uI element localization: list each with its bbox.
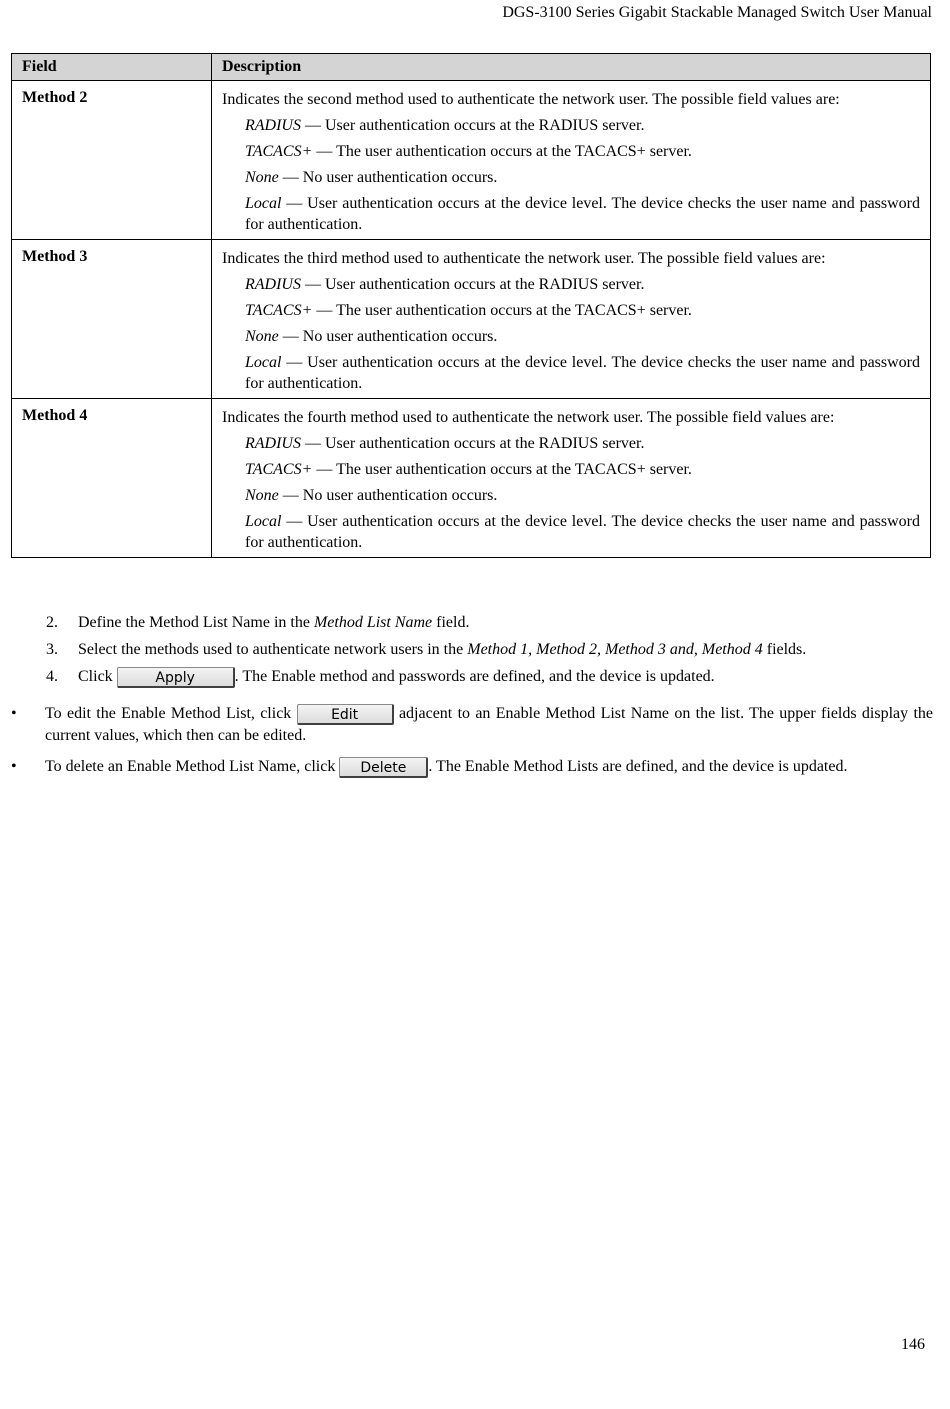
bullet-edit bbox=[11, 703, 933, 746]
step-text: Click Apply . The Enable method and passwords are defined, and the device is updated. bbox=[78, 668, 715, 686]
option-item bbox=[245, 274, 920, 295]
table-row bbox=[12, 81, 931, 240]
page-number: 146 bbox=[901, 1336, 925, 1353]
table-row bbox=[12, 240, 931, 399]
table-header-row bbox=[12, 54, 931, 81]
step-list bbox=[46, 612, 926, 694]
step-number: 2. bbox=[46, 614, 58, 631]
step-text: Define the Method List Name in the Method List Name field. bbox=[78, 614, 470, 631]
option-item bbox=[245, 141, 920, 162]
option-name: RADIUS bbox=[245, 435, 301, 452]
option-text: — User authentication occurs at the RADIUS server. bbox=[300, 435, 645, 452]
field-description-table bbox=[11, 53, 931, 558]
column-header-description: Description bbox=[212, 54, 931, 81]
option-name: Local bbox=[245, 513, 282, 530]
option-item bbox=[245, 485, 920, 506]
bullet-text: To edit the Enable Method List, click Edit adjacent to an Enable Method List Name on the list. The upper fields display the current values, which then can be edited. bbox=[45, 705, 933, 744]
step-number: 3. bbox=[46, 641, 58, 658]
table-row bbox=[12, 399, 931, 558]
option-name: Local bbox=[245, 354, 282, 371]
field-description-cell bbox=[212, 399, 931, 558]
option-item bbox=[245, 326, 920, 347]
option-text: — User authentication occurs at the RADIUS server. bbox=[300, 117, 645, 134]
bullet-text: To delete an Enable Method List Name, click Delete . The Enable Method Lists are defined, and the device is updated. bbox=[45, 757, 848, 776]
option-item bbox=[245, 511, 920, 553]
option-text: — User authentication occurs at the device level. The device checks the user name and password for authentication. bbox=[245, 195, 920, 233]
field-reference: Method List Name bbox=[313, 614, 433, 631]
option-item bbox=[245, 167, 920, 188]
option-name: None bbox=[245, 487, 279, 504]
description-intro: Indicates the second method used to authenticate the network user. The possible field values are: bbox=[222, 91, 840, 108]
option-name: Local bbox=[245, 195, 282, 212]
option-text: — User authentication occurs at the device level. The device checks the user name and password for authentication. bbox=[245, 513, 920, 551]
option-name: TACACS+ bbox=[245, 143, 313, 160]
option-item bbox=[245, 300, 920, 321]
step-text: Select the methods used to authenticate network users in the Method 1, Method 2, Method 3 and, Method 4 fields. bbox=[78, 641, 807, 658]
field-description-cell bbox=[212, 81, 931, 240]
bullet-delete bbox=[11, 756, 933, 778]
option-item bbox=[245, 433, 920, 454]
option-name: None bbox=[245, 169, 279, 186]
bullet-icon: • bbox=[11, 705, 17, 722]
option-item bbox=[245, 193, 920, 235]
option-item bbox=[245, 352, 920, 394]
option-name: RADIUS bbox=[245, 276, 301, 293]
delete-button[interactable]: Delete bbox=[339, 757, 428, 778]
field-name-cell: Method 2 bbox=[12, 81, 212, 240]
field-description-cell bbox=[212, 240, 931, 399]
option-name: TACACS+ bbox=[245, 302, 313, 319]
edit-button[interactable]: Edit bbox=[297, 704, 394, 725]
option-text: — The user authentication occurs at the TACACS+ server. bbox=[312, 143, 692, 160]
description-intro: Indicates the third method used to authenticate the network user. The possible field values are: bbox=[222, 250, 826, 267]
field-reference: Method 1, Method 2, Method 3 and, Method 4 bbox=[467, 641, 763, 658]
apply-button[interactable]: Apply bbox=[117, 667, 235, 688]
option-item bbox=[245, 459, 920, 480]
field-name-cell: Method 3 bbox=[12, 240, 212, 399]
option-text: — No user authentication occurs. bbox=[278, 328, 498, 345]
column-header-field: Field bbox=[12, 54, 212, 81]
option-name: RADIUS bbox=[245, 117, 301, 134]
option-text: — No user authentication occurs. bbox=[278, 169, 498, 186]
bullet-icon: • bbox=[11, 757, 17, 775]
page-header: DGS-3100 Series Gigabit Stackable Managed Switch User Manual bbox=[502, 4, 932, 21]
option-text: — User authentication occurs at the device level. The device checks the user name and password for authentication. bbox=[245, 354, 920, 392]
bullet-list bbox=[11, 703, 933, 788]
option-name: TACACS+ bbox=[245, 461, 313, 478]
step-4 bbox=[46, 666, 926, 688]
step-number: 4. bbox=[46, 668, 58, 685]
option-item bbox=[245, 115, 920, 136]
option-text: — No user authentication occurs. bbox=[278, 487, 498, 504]
option-name: None bbox=[245, 328, 279, 345]
option-text: — User authentication occurs at the RADIUS server. bbox=[300, 276, 645, 293]
step-3 bbox=[46, 639, 926, 660]
field-name-cell: Method 4 bbox=[12, 399, 212, 558]
description-intro: Indicates the fourth method used to authenticate the network user. The possible field values are: bbox=[222, 409, 835, 426]
option-text: — The user authentication occurs at the TACACS+ server. bbox=[312, 461, 692, 478]
option-text: — The user authentication occurs at the TACACS+ server. bbox=[312, 302, 692, 319]
step-2 bbox=[46, 612, 926, 633]
